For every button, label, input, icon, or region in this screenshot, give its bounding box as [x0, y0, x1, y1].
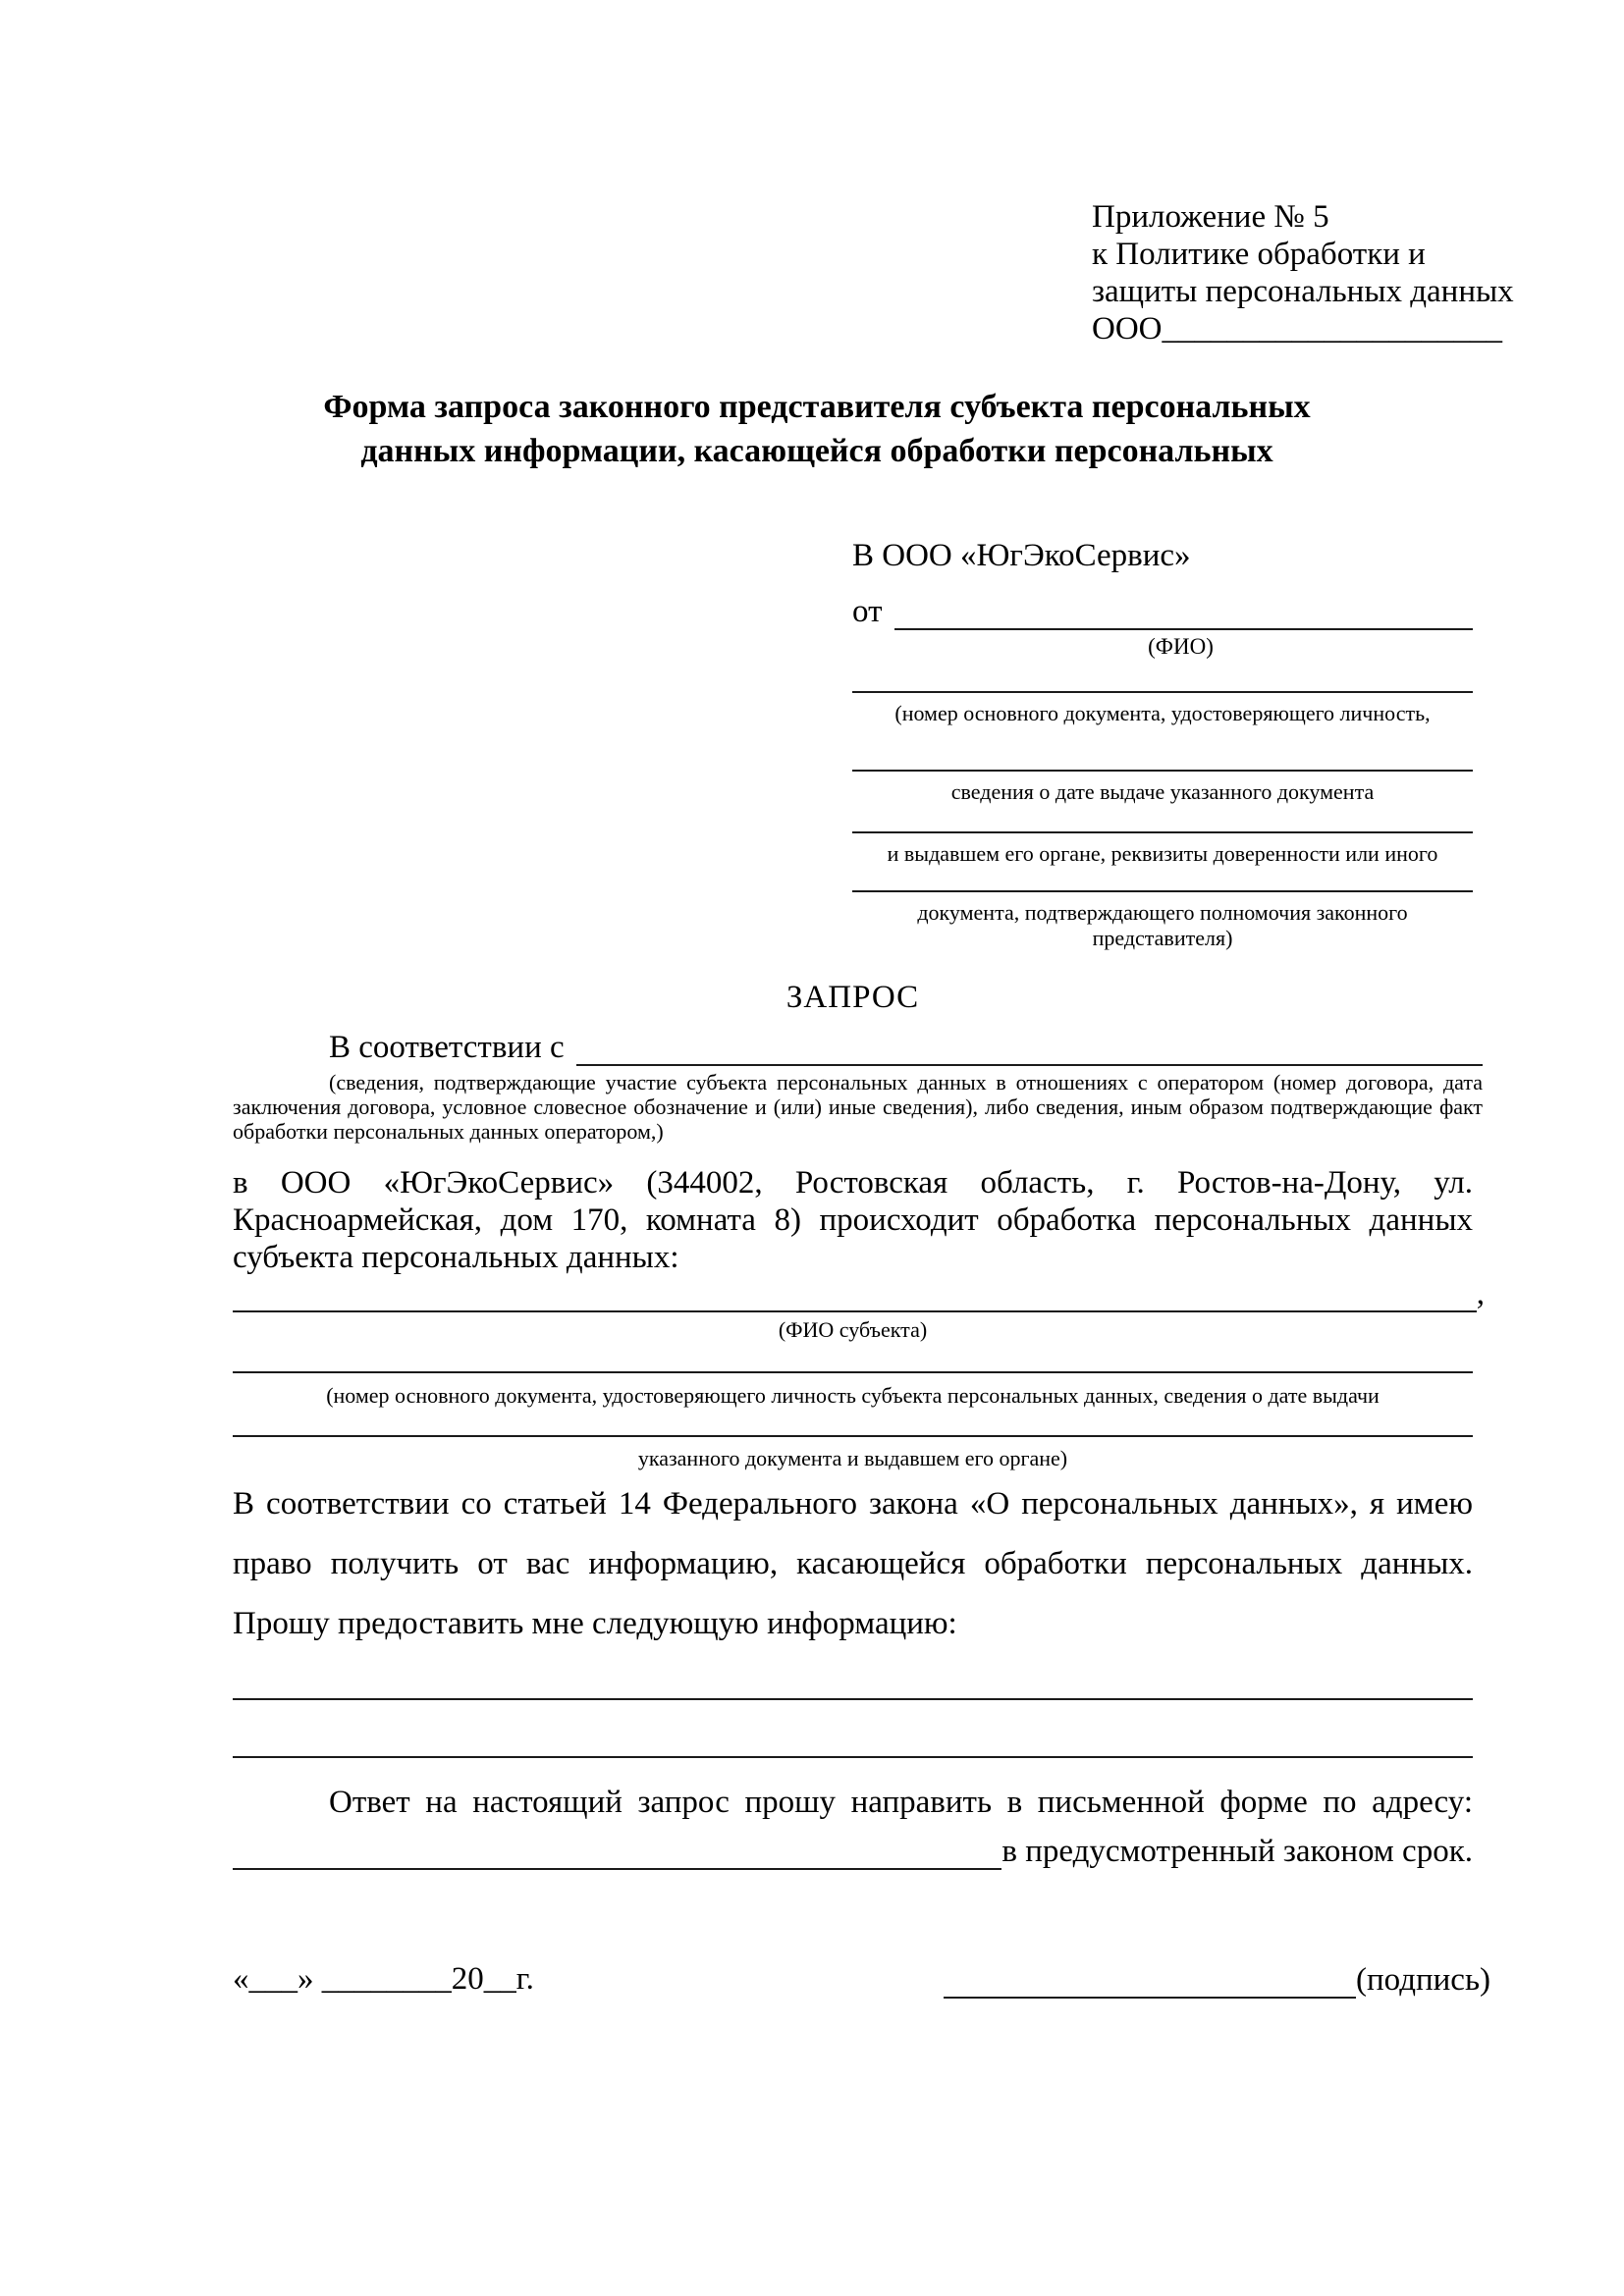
accordance-caption: (сведения, подтверждающие участие субъекта персональных данных в отношениях с оператором (номер договора, дата заключения договора, условное словесное обозначение и (или) иные сведения), либо сведения, иным образом подтверждающие факт обработки персональных данных оператором,) [233, 1070, 1483, 1144]
representative-doc-line-1 [852, 691, 1473, 693]
date-field: «___» ________20__г. [233, 1961, 534, 1997]
representative-doc-line-3 [852, 831, 1473, 833]
law-paragraph: В соответствии со статьей 14 Федерального закона «О персональных данных», я имею право получить от вас информацию, касающейся обработки персональных данных. Прошу предоставить мне следующую информацию: [233, 1486, 1473, 1641]
reply-address-row [233, 1834, 1473, 1870]
from-fill-line [894, 593, 1474, 630]
appendix-line-2: к Политике обработки и [1092, 237, 1426, 272]
reply-address-line [233, 1837, 1001, 1870]
appendix-line-3: защиты персональных данных [1092, 274, 1514, 309]
subject-doc-caption-2: указанного документа и выдавшем его органе) [637, 1446, 1068, 1470]
subject-doc-caption-1: (номер основного документа, удостоверяющего личность субъекта персональных данных, сведения о дате выдачи [326, 1383, 1380, 1408]
from-label: от [852, 594, 883, 629]
representative-doc-line-2 [852, 770, 1473, 772]
document-title-line-1: Форма запроса законного представителя субъекта персональных [323, 389, 1311, 425]
appendix-line-1: Приложение № 5 [1092, 199, 1329, 235]
subject-fio-line [233, 1279, 1477, 1312]
info-blank-line-2 [233, 1756, 1473, 1758]
operator-paragraph: в ООО «ЮгЭкоСервис» (344002, Ростовская область, г. Ростов-на-Дону, ул. Красноармейская, дом 170, комната 8) происходит обработка персональных данных субъекта персональных данных: [233, 1165, 1473, 1275]
request-heading: ЗАПРОС [785, 980, 920, 1015]
subject-doc-line-2 [233, 1435, 1473, 1437]
accordance-fill-line [576, 1029, 1483, 1066]
document-title [184, 385, 1450, 473]
representative-doc-caption-2: сведения о дате выдаче указанного документа [950, 779, 1375, 804]
representative-doc-caption-3: и выдавшем его органе, реквизиты доверенности или иного [887, 841, 1438, 866]
subject-fio-comma: , [1476, 1276, 1485, 1311]
appendix-org-blank: ООО_____________________ [1092, 311, 1502, 347]
document-title-line-2: данных информации, касающейся обработки персональных [360, 433, 1273, 469]
fio-caption: (ФИО) [1148, 634, 1214, 659]
signature-line [944, 1961, 1356, 1999]
accordance-lead: В соответствии с [329, 1030, 565, 1065]
appendix-block [1092, 198, 1514, 347]
recipient-to: В ООО «ЮгЭкоСервис» [852, 538, 1191, 573]
representative-doc-caption-1: (номер основного документа, удостоверяющего личность, [894, 701, 1431, 725]
subject-fio-row [233, 1276, 1485, 1312]
subject-fio-caption: (ФИО субъекта) [778, 1317, 928, 1342]
accordance-row [233, 1029, 1483, 1066]
reply-paragraph: Ответ на настоящий запрос прошу направить в письменной форме по адресу: [329, 1785, 1473, 1820]
info-blank-line-1 [233, 1698, 1473, 1700]
subject-doc-line-1 [233, 1371, 1473, 1373]
signature-row [944, 1961, 1490, 1999]
signature-caption: (подпись) [1356, 1962, 1490, 1998]
reply-suffix: в предусмотренный законом срок. [1001, 1834, 1473, 1869]
representative-doc-caption-4: документа, подтверждающего полномочия законного представителя) [917, 900, 1408, 950]
representative-doc-line-4 [852, 890, 1473, 892]
from-row [852, 593, 1473, 630]
